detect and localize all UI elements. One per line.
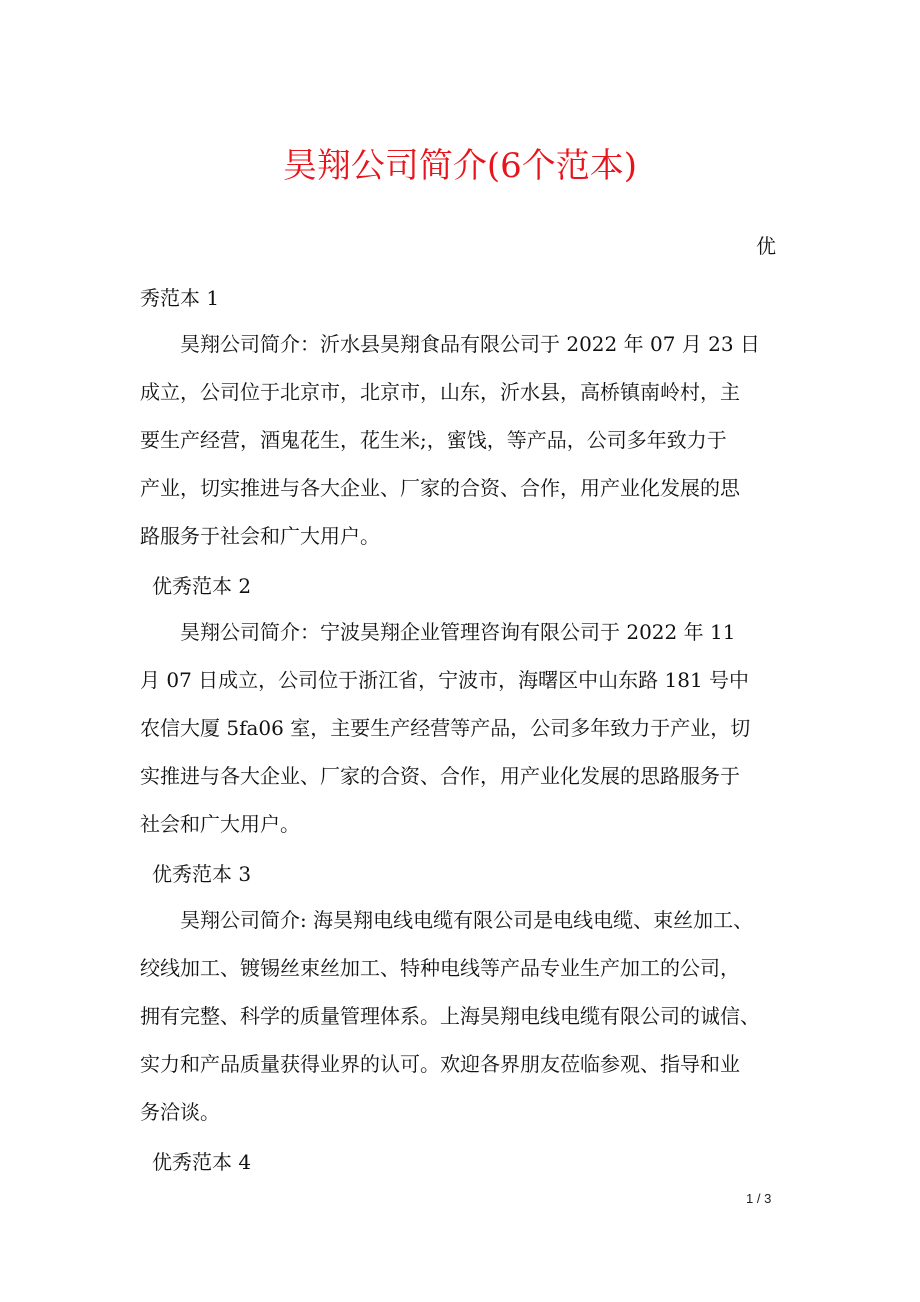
- section-label-1: 秀范本 1: [140, 286, 220, 310]
- body-line: 农信大厦 5fa06 室，主要生产经营等产品，公司多年致力于产业，切: [140, 716, 751, 740]
- body-line: 昊翔公司简介：沂水县昊翔食品有限公司于 2022 年 07 月 23 日: [180, 332, 760, 356]
- document-title: 昊翔公司简介(6个范本): [282, 146, 638, 186]
- page-number: 1 / 3: [746, 1191, 772, 1206]
- body-line: 成立，公司位于北京市，北京市，山东，沂水县，高桥镇南岭村，主: [140, 380, 740, 404]
- body-line: 昊翔公司简介：宁波昊翔企业管理咨询有限公司于 2022 年 11: [180, 620, 736, 644]
- body-line: 要生产经营，酒鬼花生，花生米;，蜜饯，等产品，公司多年致力于: [140, 428, 727, 452]
- section-body-3: [140, 896, 785, 1136]
- body-line: 产业，切实推进与各大企业、厂家的合资、合作，用产业化发展的思: [140, 476, 740, 500]
- section-label-4: 优秀范本 4: [152, 1150, 252, 1174]
- section-body-1: [140, 320, 785, 560]
- section-label-3: 优秀范本 3: [152, 862, 252, 886]
- body-line: 绞线加工、镀锡丝束丝加工、特种电线等产品专业生产加工的公司，: [140, 956, 740, 980]
- body-line: 务洽谈。: [140, 1100, 220, 1124]
- section-body-2: [140, 608, 785, 848]
- body-line: 社会和广大用户。: [140, 812, 300, 836]
- body-line: 实力和产品质量获得业界的认可。欢迎各界朋友莅临参观、指导和业: [140, 1052, 740, 1076]
- body-line: 实推进与各大企业、厂家的合资、合作，用产业化发展的思路服务于: [140, 764, 740, 788]
- body-line: 月 07 日成立，公司位于浙江省，宁波市，海曙区中山东路 181 号中: [140, 668, 750, 692]
- section-label-2: 优秀范本 2: [152, 574, 252, 598]
- body-line: 昊翔公司简介: 海昊翔电线电缆有限公司是电线电缆、束丝加工、: [180, 908, 754, 932]
- body-line: 路服务于社会和广大用户。: [140, 524, 380, 548]
- body-line: 拥有完整、科学的质量管理体系。上海昊翔电线电缆有限公司的诚信、: [140, 1004, 760, 1028]
- header-fragment: 优: [756, 234, 776, 258]
